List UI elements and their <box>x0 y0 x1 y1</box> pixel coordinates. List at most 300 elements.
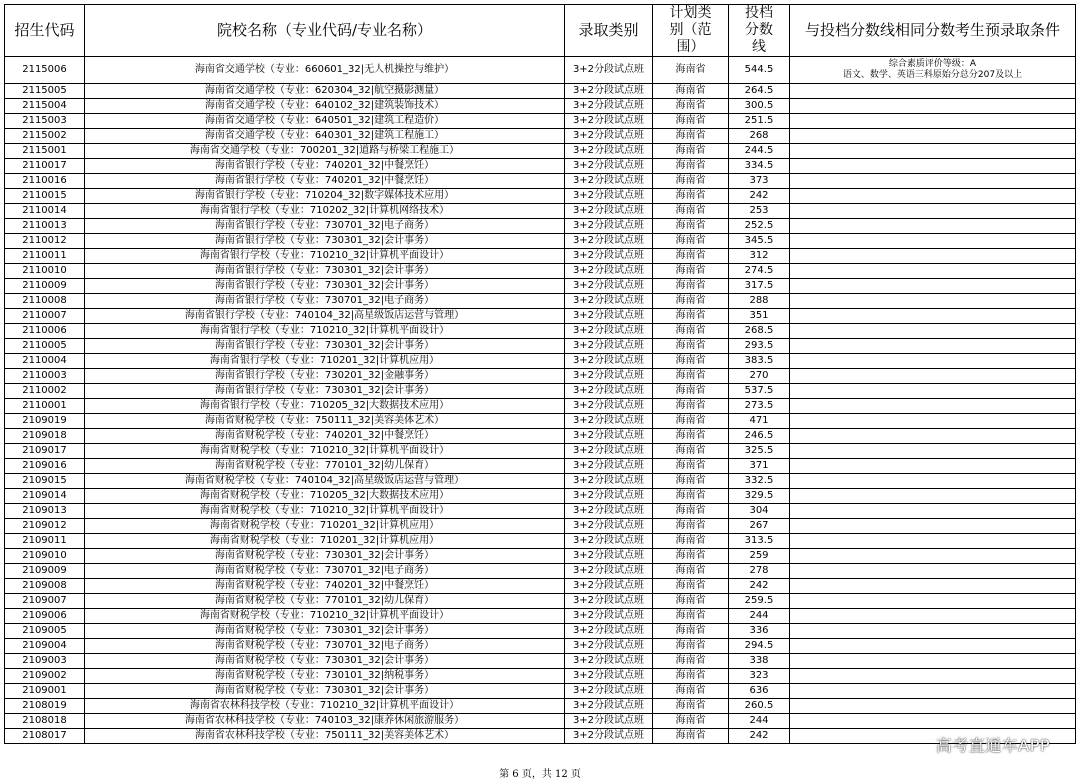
cell-school: 海南省财税学校（专业：730301_32|会计事务） <box>85 549 565 564</box>
cell-scope: 海南省 <box>653 354 729 369</box>
cell-category: 3+2分段试点班 <box>565 459 653 474</box>
cell-scope: 海南省 <box>653 399 729 414</box>
cell-school: 海南省银行学校（专业：740201_32|中餐烹饪） <box>85 174 565 189</box>
cell-category: 3+2分段试点班 <box>565 624 653 639</box>
table-row <box>5 654 1076 669</box>
cell-scope: 海南省 <box>653 699 729 714</box>
table-row <box>5 249 1076 264</box>
cell-score: 312 <box>729 249 790 264</box>
cell-condition <box>790 219 1076 234</box>
cell-code: 2109002 <box>5 669 85 684</box>
cell-condition <box>790 294 1076 309</box>
cell-scope: 海南省 <box>653 219 729 234</box>
cell-score: 260.5 <box>729 699 790 714</box>
table-row <box>5 219 1076 234</box>
cell-condition <box>790 549 1076 564</box>
cell-condition <box>790 459 1076 474</box>
cell-category: 3+2分段试点班 <box>565 84 653 99</box>
cell-school: 海南省银行学校（专业：710210_32|计算机平面设计） <box>85 249 565 264</box>
cell-condition <box>790 84 1076 99</box>
cell-scope: 海南省 <box>653 264 729 279</box>
cell-score: 332.5 <box>729 474 790 489</box>
cell-condition <box>790 429 1076 444</box>
table-row <box>5 354 1076 369</box>
table-row <box>5 639 1076 654</box>
cell-code: 2110004 <box>5 354 85 369</box>
header-score-text: 投档分数线 <box>745 5 773 55</box>
cell-code: 2109013 <box>5 504 85 519</box>
cell-school: 海南省交通学校（专业：660601_32|无人机操控与维护） <box>85 57 565 84</box>
cell-category: 3+2分段试点班 <box>565 384 653 399</box>
cell-code: 2110005 <box>5 339 85 354</box>
cell-category: 3+2分段试点班 <box>565 669 653 684</box>
table-row <box>5 369 1076 384</box>
cell-condition <box>790 534 1076 549</box>
cell-category: 3+2分段试点班 <box>565 99 653 114</box>
table-row <box>5 669 1076 684</box>
cell-scope: 海南省 <box>653 729 729 744</box>
cell-scope: 海南省 <box>653 504 729 519</box>
cell-school: 海南省银行学校（专业：740201_32|中餐烹饪） <box>85 159 565 174</box>
cell-code: 2110001 <box>5 399 85 414</box>
cell-code: 2110008 <box>5 294 85 309</box>
cell-scope: 海南省 <box>653 564 729 579</box>
cell-condition <box>790 504 1076 519</box>
cell-score: 242 <box>729 189 790 204</box>
cell-category: 3+2分段试点班 <box>565 249 653 264</box>
cell-school: 海南省银行学校（专业：730701_32|电子商务） <box>85 219 565 234</box>
cell-condition <box>790 249 1076 264</box>
cell-score: 264.5 <box>729 84 790 99</box>
table-row <box>5 129 1076 144</box>
page-footer: 第 6 页，共 12 页 <box>499 769 581 780</box>
cell-school: 海南省银行学校（专业：730301_32|会计事务） <box>85 279 565 294</box>
cell-code: 2109008 <box>5 579 85 594</box>
cell-school: 海南省银行学校（专业：710204_32|数字媒体技术应用） <box>85 189 565 204</box>
cell-score: 246.5 <box>729 429 790 444</box>
table-row <box>5 504 1076 519</box>
cell-code: 2110013 <box>5 219 85 234</box>
cell-code: 2109001 <box>5 684 85 699</box>
cell-category: 3+2分段试点班 <box>565 564 653 579</box>
cell-code: 2110003 <box>5 369 85 384</box>
cell-category: 3+2分段试点班 <box>565 189 653 204</box>
watermark-text: 高考直通车APP <box>935 736 1050 755</box>
header-code: 招生代码 <box>5 5 85 57</box>
cell-category: 3+2分段试点班 <box>565 399 653 414</box>
cell-code: 2110010 <box>5 264 85 279</box>
table-row <box>5 204 1076 219</box>
cell-code: 2115005 <box>5 84 85 99</box>
cell-score: 345.5 <box>729 234 790 249</box>
cell-code: 2110007 <box>5 309 85 324</box>
cell-condition <box>790 594 1076 609</box>
table-row <box>5 414 1076 429</box>
table-row <box>5 174 1076 189</box>
cell-score: 383.5 <box>729 354 790 369</box>
cell-code: 2109012 <box>5 519 85 534</box>
cell-score: 259.5 <box>729 594 790 609</box>
cell-score: 259 <box>729 549 790 564</box>
cell-scope: 海南省 <box>653 369 729 384</box>
cell-condition <box>790 564 1076 579</box>
cell-score: 338 <box>729 654 790 669</box>
cell-scope: 海南省 <box>653 384 729 399</box>
table-row <box>5 57 1076 84</box>
cell-category: 3+2分段试点班 <box>565 204 653 219</box>
cell-code: 2110015 <box>5 189 85 204</box>
cell-score: 273.5 <box>729 399 790 414</box>
table-row <box>5 684 1076 699</box>
cell-school: 海南省财税学校（专业：740201_32|中餐烹饪） <box>85 429 565 444</box>
cell-code: 2109019 <box>5 414 85 429</box>
header-school: 院校名称（专业代码/专业名称） <box>85 5 565 57</box>
cell-category: 3+2分段试点班 <box>565 414 653 429</box>
cell-category: 3+2分段试点班 <box>565 159 653 174</box>
cell-score: 334.5 <box>729 159 790 174</box>
cell-score: 636 <box>729 684 790 699</box>
cell-scope: 海南省 <box>653 429 729 444</box>
cell-score: 351 <box>729 309 790 324</box>
cell-school: 海南省财税学校（专业：740104_32|高星级饭店运营与管理） <box>85 474 565 489</box>
cell-school: 海南省财税学校（专业：710210_32|计算机平面设计） <box>85 444 565 459</box>
cell-category: 3+2分段试点班 <box>565 219 653 234</box>
cell-category: 3+2分段试点班 <box>565 714 653 729</box>
cell-score: 544.5 <box>729 57 790 84</box>
cell-scope: 海南省 <box>653 579 729 594</box>
cell-school: 海南省财税学校（专业：710205_32|大数据技术应用） <box>85 489 565 504</box>
cell-school: 海南省交通学校（专业：620304_32|航空摄影测量） <box>85 84 565 99</box>
cell-condition: 综合素质评价等级：A 语文、数学、英语三科原始分总分207及以上 <box>790 57 1076 84</box>
cell-school: 海南省财税学校（专业：710201_32|计算机应用） <box>85 519 565 534</box>
cell-code: 2109010 <box>5 549 85 564</box>
cell-condition <box>790 129 1076 144</box>
table-header-row <box>5 5 1076 57</box>
cell-condition <box>790 579 1076 594</box>
cell-condition <box>790 324 1076 339</box>
table-row <box>5 159 1076 174</box>
cell-category: 3+2分段试点班 <box>565 549 653 564</box>
cell-score: 323 <box>729 669 790 684</box>
cell-scope: 海南省 <box>653 324 729 339</box>
cell-category: 3+2分段试点班 <box>565 309 653 324</box>
table-row <box>5 279 1076 294</box>
cell-code: 2109014 <box>5 489 85 504</box>
cell-school: 海南省银行学校（专业：710201_32|计算机应用） <box>85 354 565 369</box>
cell-code: 2108019 <box>5 699 85 714</box>
header-category: 录取类别 <box>565 5 653 57</box>
cell-school: 海南省财税学校（专业：710210_32|计算机平面设计） <box>85 609 565 624</box>
cell-condition <box>790 264 1076 279</box>
cell-code: 2109004 <box>5 639 85 654</box>
header-plan-type <box>653 5 729 57</box>
table-row <box>5 264 1076 279</box>
cell-condition <box>790 444 1076 459</box>
cell-scope: 海南省 <box>653 159 729 174</box>
cell-scope: 海南省 <box>653 684 729 699</box>
cell-score: 325.5 <box>729 444 790 459</box>
cell-condition <box>790 204 1076 219</box>
cell-scope: 海南省 <box>653 519 729 534</box>
cell-school: 海南省财税学校（专业：750111_32|美容美体艺术） <box>85 414 565 429</box>
cell-scope: 海南省 <box>653 57 729 84</box>
cell-condition <box>790 159 1076 174</box>
cell-score: 274.5 <box>729 264 790 279</box>
table-row <box>5 189 1076 204</box>
table-row <box>5 84 1076 99</box>
cell-school: 海南省交通学校（专业：640102_32|建筑装饰技术） <box>85 99 565 114</box>
cell-school: 海南省交通学校（专业：700201_32|道路与桥梁工程施工） <box>85 144 565 159</box>
cell-scope: 海南省 <box>653 714 729 729</box>
cell-scope: 海南省 <box>653 669 729 684</box>
cell-school: 海南省银行学校（专业：730301_32|会计事务） <box>85 264 565 279</box>
table-row <box>5 444 1076 459</box>
cell-code: 2110009 <box>5 279 85 294</box>
cell-category: 3+2分段试点班 <box>565 129 653 144</box>
table-row <box>5 144 1076 159</box>
cell-category: 3+2分段试点班 <box>565 234 653 249</box>
cell-category: 3+2分段试点班 <box>565 354 653 369</box>
cell-school: 海南省财税学校（专业：730301_32|会计事务） <box>85 684 565 699</box>
table-row <box>5 459 1076 474</box>
cell-scope: 海南省 <box>653 624 729 639</box>
cell-condition <box>790 369 1076 384</box>
cell-scope: 海南省 <box>653 594 729 609</box>
cell-category: 3+2分段试点班 <box>565 444 653 459</box>
table-row <box>5 489 1076 504</box>
cell-school: 海南省财税学校（专业：730701_32|电子商务） <box>85 564 565 579</box>
table-row <box>5 609 1076 624</box>
cell-scope: 海南省 <box>653 459 729 474</box>
cell-scope: 海南省 <box>653 294 729 309</box>
cell-score: 537.5 <box>729 384 790 399</box>
cell-code: 2108017 <box>5 729 85 744</box>
cell-score: 336 <box>729 624 790 639</box>
table-row <box>5 729 1076 744</box>
cell-school: 海南省银行学校（专业：730201_32|金融事务） <box>85 369 565 384</box>
cell-score: 268.5 <box>729 324 790 339</box>
cell-score: 373 <box>729 174 790 189</box>
cell-condition <box>790 234 1076 249</box>
cell-code: 2109018 <box>5 429 85 444</box>
header-condition: 与投档分数线相同分数考生预录取条件 <box>790 5 1076 57</box>
cell-scope: 海南省 <box>653 444 729 459</box>
cell-category: 3+2分段试点班 <box>565 324 653 339</box>
cell-school: 海南省交通学校（专业：640301_32|建筑工程施工） <box>85 129 565 144</box>
cell-scope: 海南省 <box>653 279 729 294</box>
cell-condition <box>790 384 1076 399</box>
cell-code: 2110011 <box>5 249 85 264</box>
table-row <box>5 339 1076 354</box>
cell-condition <box>790 414 1076 429</box>
cell-school: 海南省财税学校（专业：710201_32|计算机应用） <box>85 534 565 549</box>
cell-score: 304 <box>729 504 790 519</box>
cell-scope: 海南省 <box>653 99 729 114</box>
cell-score: 251.5 <box>729 114 790 129</box>
cell-code: 2109011 <box>5 534 85 549</box>
table-row <box>5 699 1076 714</box>
cell-code: 2110006 <box>5 324 85 339</box>
cell-scope: 海南省 <box>653 174 729 189</box>
cell-condition <box>790 189 1076 204</box>
cell-category: 3+2分段试点班 <box>565 579 653 594</box>
cell-category: 3+2分段试点班 <box>565 684 653 699</box>
cell-condition <box>790 474 1076 489</box>
cell-score: 244.5 <box>729 144 790 159</box>
table-row <box>5 519 1076 534</box>
cell-code: 2115002 <box>5 129 85 144</box>
cell-code: 2110012 <box>5 234 85 249</box>
cell-condition <box>790 624 1076 639</box>
cell-category: 3+2分段试点班 <box>565 594 653 609</box>
table-row <box>5 114 1076 129</box>
cell-category: 3+2分段试点班 <box>565 654 653 669</box>
cell-scope: 海南省 <box>653 414 729 429</box>
cell-scope: 海南省 <box>653 654 729 669</box>
cell-scope: 海南省 <box>653 534 729 549</box>
cell-category: 3+2分段试点班 <box>565 369 653 384</box>
cell-category: 3+2分段试点班 <box>565 174 653 189</box>
cell-condition <box>790 609 1076 624</box>
cell-school: 海南省银行学校（专业：730301_32|会计事务） <box>85 339 565 354</box>
cell-condition <box>790 399 1076 414</box>
cell-code: 2109007 <box>5 594 85 609</box>
cell-school: 海南省财税学校（专业：730101_32|纳税事务） <box>85 669 565 684</box>
cell-scope: 海南省 <box>653 204 729 219</box>
cell-school: 海南省财税学校（专业：710210_32|计算机平面设计） <box>85 504 565 519</box>
table-row <box>5 429 1076 444</box>
cell-category: 3+2分段试点班 <box>565 489 653 504</box>
cell-category: 3+2分段试点班 <box>565 294 653 309</box>
cell-school: 海南省银行学校（专业：730301_32|会计事务） <box>85 234 565 249</box>
cell-category: 3+2分段试点班 <box>565 609 653 624</box>
cell-condition <box>790 654 1076 669</box>
header-plan-type-text: 计划类别（范围） <box>669 5 712 55</box>
cell-score: 242 <box>729 729 790 744</box>
cell-school: 海南省财税学校（专业：770101_32|幼儿保育） <box>85 459 565 474</box>
table-row <box>5 579 1076 594</box>
cell-score: 278 <box>729 564 790 579</box>
cell-condition <box>790 99 1076 114</box>
cell-score: 270 <box>729 369 790 384</box>
cell-code: 2115001 <box>5 144 85 159</box>
table-row <box>5 714 1076 729</box>
cell-condition <box>790 669 1076 684</box>
cell-school: 海南省财税学校（专业：730301_32|会计事务） <box>85 624 565 639</box>
cell-condition <box>790 339 1076 354</box>
cell-code: 2109016 <box>5 459 85 474</box>
cell-condition <box>790 144 1076 159</box>
cell-code: 2109017 <box>5 444 85 459</box>
table-row <box>5 399 1076 414</box>
cell-school: 海南省银行学校（专业：730301_32|会计事务） <box>85 384 565 399</box>
cell-scope: 海南省 <box>653 474 729 489</box>
cell-score: 244 <box>729 609 790 624</box>
cell-scope: 海南省 <box>653 129 729 144</box>
cell-school: 海南省银行学校（专业：710210_32|计算机平面设计） <box>85 324 565 339</box>
table-row <box>5 324 1076 339</box>
table-row <box>5 99 1076 114</box>
table-row <box>5 294 1076 309</box>
cell-school: 海南省财税学校（专业：730701_32|电子商务） <box>85 639 565 654</box>
cell-school: 海南省农林科技学校（专业：710210_32|计算机平面设计） <box>85 699 565 714</box>
cell-scope: 海南省 <box>653 639 729 654</box>
cell-code: 2109003 <box>5 654 85 669</box>
cell-scope: 海南省 <box>653 114 729 129</box>
cell-condition <box>790 279 1076 294</box>
cell-category: 3+2分段试点班 <box>565 534 653 549</box>
cell-condition <box>790 114 1076 129</box>
cell-score: 288 <box>729 294 790 309</box>
cell-code: 2115004 <box>5 99 85 114</box>
cell-condition <box>790 519 1076 534</box>
cell-school: 海南省交通学校（专业：640501_32|建筑工程造价） <box>85 114 565 129</box>
cell-code: 2110002 <box>5 384 85 399</box>
cell-code: 2110017 <box>5 159 85 174</box>
cell-condition <box>790 684 1076 699</box>
cell-scope: 海南省 <box>653 609 729 624</box>
header-score <box>729 5 790 57</box>
table-row <box>5 384 1076 399</box>
table-row <box>5 474 1076 489</box>
cell-school: 海南省财税学校（专业：730301_32|会计事务） <box>85 654 565 669</box>
cell-score: 242 <box>729 579 790 594</box>
cell-category: 3+2分段试点班 <box>565 339 653 354</box>
cell-code: 2109006 <box>5 609 85 624</box>
cell-category: 3+2分段试点班 <box>565 114 653 129</box>
cell-scope: 海南省 <box>653 84 729 99</box>
cell-scope: 海南省 <box>653 489 729 504</box>
cell-school: 海南省银行学校（专业：710205_32|大数据技术应用） <box>85 399 565 414</box>
cell-condition <box>790 309 1076 324</box>
cell-scope: 海南省 <box>653 249 729 264</box>
cell-category: 3+2分段试点班 <box>565 474 653 489</box>
cell-score: 471 <box>729 414 790 429</box>
cell-score: 300.5 <box>729 99 790 114</box>
cell-code: 2115006 <box>5 57 85 84</box>
cell-category: 3+2分段试点班 <box>565 279 653 294</box>
table-row <box>5 594 1076 609</box>
table-row <box>5 624 1076 639</box>
table-row <box>5 564 1076 579</box>
cell-score: 313.5 <box>729 534 790 549</box>
cell-category: 3+2分段试点班 <box>565 264 653 279</box>
cell-category: 3+2分段试点班 <box>565 504 653 519</box>
table-row <box>5 549 1076 564</box>
cell-category: 3+2分段试点班 <box>565 519 653 534</box>
cell-code: 2109009 <box>5 564 85 579</box>
cell-scope: 海南省 <box>653 339 729 354</box>
table-row <box>5 309 1076 324</box>
cell-category: 3+2分段试点班 <box>565 729 653 744</box>
cell-score: 268 <box>729 129 790 144</box>
cell-score: 294.5 <box>729 639 790 654</box>
cell-score: 317.5 <box>729 279 790 294</box>
cell-code: 2110016 <box>5 174 85 189</box>
cell-score: 267 <box>729 519 790 534</box>
cell-condition <box>790 174 1076 189</box>
cell-category: 3+2分段试点班 <box>565 57 653 84</box>
cell-condition <box>790 714 1076 729</box>
cell-score: 252.5 <box>729 219 790 234</box>
cell-school: 海南省银行学校（专业：710202_32|计算机网络技术） <box>85 204 565 219</box>
cell-category: 3+2分段试点班 <box>565 639 653 654</box>
cell-scope: 海南省 <box>653 234 729 249</box>
cell-code: 2109015 <box>5 474 85 489</box>
cell-school: 海南省银行学校（专业：740104_32|高星级饭店运营与管理） <box>85 309 565 324</box>
cell-school: 海南省财税学校（专业：770101_32|幼儿保育） <box>85 594 565 609</box>
cell-school: 海南省财税学校（专业：740201_32|中餐烹饪） <box>85 579 565 594</box>
